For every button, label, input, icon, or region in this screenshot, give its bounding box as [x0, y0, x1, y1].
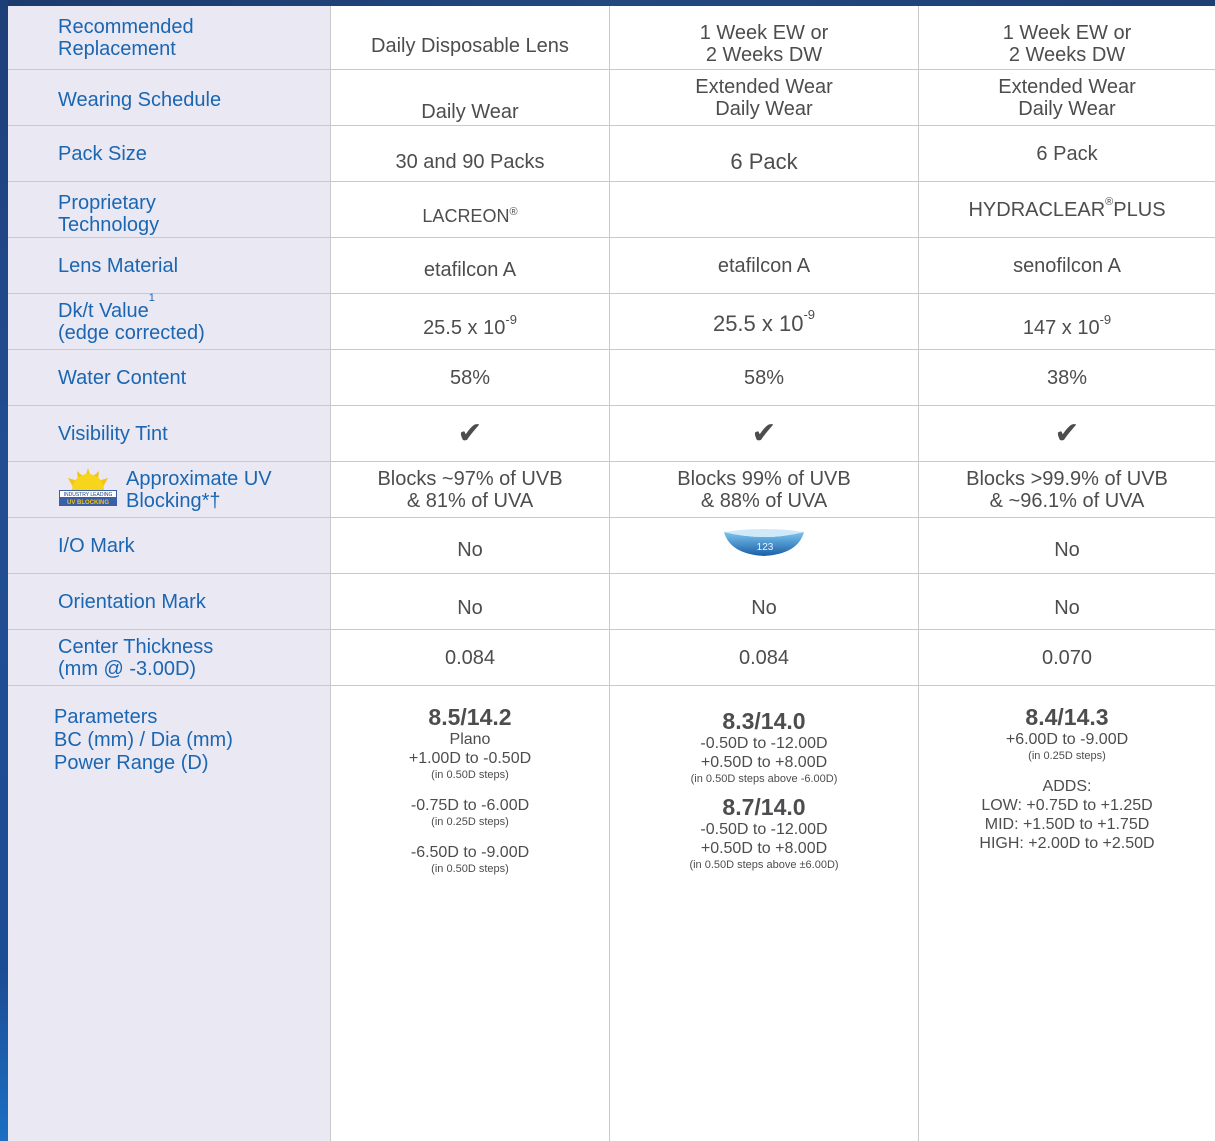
cell-value: No — [457, 538, 483, 561]
cell-value: etafilcon A — [423, 258, 517, 281]
sun-icon — [68, 468, 108, 490]
params-column-1 — [331, 704, 609, 876]
power-range-line: +1.00D to -0.50D — [408, 750, 532, 767]
step-note: (in 0.50D steps above ±6.00D) — [689, 859, 839, 871]
uv-blocking-logo — [58, 466, 118, 506]
cell-value: 6 Pack — [1036, 142, 1098, 165]
row-label: Proprietary Technology — [58, 191, 160, 236]
cell-value: 1 Week EW or 2 Weeks DW — [699, 21, 829, 66]
brand-suffix: PLUS — [1113, 198, 1166, 221]
power-range-line: -0.75D to -6.00D — [410, 797, 530, 814]
cell-value: Daily Disposable Lens — [371, 34, 569, 57]
row-lens-material — [0, 238, 1215, 293]
base-curve-diameter: 8.3/14.0 — [722, 708, 806, 734]
cell-value: 30 and 90 Packs — [395, 150, 545, 173]
cell-value: 25.5 x 10 $^{-9}$ — [423, 311, 517, 339]
step-note: (in 0.25D steps) — [431, 816, 509, 828]
row-center-thickness — [0, 630, 1215, 685]
step-note: (in 0.50D steps) — [431, 769, 509, 781]
row-label: Parameters BC (mm) / Dia (mm) Power Range (D) — [54, 706, 233, 774]
adds-line: LOW: +0.75D to +1.25D — [981, 797, 1153, 814]
cell-value: 6 Pack — [730, 148, 798, 174]
cell-value: 0.084 — [444, 646, 496, 669]
cell-value: senofilcon A — [1013, 254, 1121, 277]
row-label: Lens Material — [58, 254, 179, 277]
cell-value — [610, 182, 918, 237]
power-range-line: -0.50D to -12.00D — [700, 735, 828, 752]
base-curve-diameter: 8.4/14.3 — [1025, 704, 1109, 730]
lens-io-mark-icon — [722, 528, 806, 558]
base-curve-diameter: 8.5/14.2 — [428, 704, 512, 730]
cell-value: No — [1054, 538, 1080, 561]
power-range-line: Plano — [449, 731, 491, 748]
cell-value: 1 Week EW or 2 Weeks DW — [1002, 21, 1132, 66]
logo-text-top: INDUSTRY LEADING — [63, 492, 113, 498]
row-label — [58, 291, 205, 349]
cell-value: Blocks >99.9% of UVB & ~96.1% of UVA — [966, 467, 1168, 512]
power-range-line: -0.50D to -12.00D — [700, 821, 828, 838]
row-recommended-replacement — [0, 6, 1215, 69]
step-note: (in 0.50D steps above -6.00D) — [690, 773, 838, 785]
row-visibility-tint — [0, 406, 1215, 461]
cell-value: Extended Wear Daily Wear — [695, 75, 833, 120]
row-label: Visibility Tint — [58, 422, 168, 445]
row-proprietary-technology — [0, 182, 1215, 237]
row-label: Orientation Mark — [58, 590, 206, 613]
step-note: (in 0.50D steps) — [431, 863, 509, 875]
power-range-line: +0.50D to +8.00D — [700, 840, 828, 857]
row-dkt-value — [0, 291, 1215, 349]
logo-text-bottom: UV BLOCKING — [67, 500, 109, 506]
base-curve-diameter: 8.7/14.0 — [722, 794, 806, 820]
cell-value: No — [457, 596, 483, 619]
row-label: Center Thickness (mm @ -3.00D) — [58, 635, 214, 680]
cell-value: 38% — [1046, 366, 1088, 389]
cell-value: 0.070 — [1041, 646, 1093, 669]
checkmark-icon: ✔ — [1054, 416, 1080, 450]
row-io-mark — [0, 518, 1215, 573]
cell-value: No — [751, 596, 777, 619]
row-label: Wearing Schedule — [58, 88, 222, 111]
checkmark-icon: ✔ — [457, 416, 483, 450]
cell-value: Blocks ~97% of UVB & 81% of UVA — [377, 467, 563, 512]
row-parameters — [0, 686, 1215, 1141]
cell-value: 58% — [743, 366, 785, 389]
dkt-base: 147 x 10 — [1022, 316, 1100, 339]
row-uv-blocking — [0, 462, 1215, 517]
adds-line: MID: +1.50D to +1.75D — [984, 816, 1150, 833]
row-label: Water Content — [58, 366, 187, 389]
row-orientation-mark — [0, 574, 1215, 629]
cell-value: Blocks 99% of UVB & 88% of UVA — [677, 467, 851, 512]
checkmark-icon: ✔ — [751, 416, 777, 450]
io-mark-text: 123 — [756, 542, 774, 553]
cell-value: No — [1054, 596, 1080, 619]
adds-heading: ADDS: — [1042, 778, 1092, 795]
cell-value: Daily Wear — [421, 100, 519, 123]
power-range-line: +6.00D to -9.00D — [1005, 731, 1129, 748]
adds-line: HIGH: +2.00D to +2.50D — [979, 835, 1155, 852]
footnote-marker: 1 — [148, 291, 155, 304]
params-column-3 — [919, 704, 1215, 853]
row-label: I/O Mark — [58, 534, 135, 557]
row-pack-size — [0, 126, 1215, 181]
cell-value: Extended Wear Daily Wear — [998, 75, 1136, 120]
power-range-line: +0.50D to +8.00D — [700, 754, 828, 771]
cell-value: 0.084 — [738, 646, 790, 669]
step-note: (in 0.25D steps) — [1028, 750, 1106, 762]
power-range-line: -6.50D to -9.00D — [410, 844, 530, 861]
cell-value: 25.5 x 10 $^{-9}$ — [712, 306, 816, 336]
cell-value: etafilcon A — [717, 254, 811, 277]
dkt-base: 25.5 x 10 — [712, 310, 804, 336]
cell-value: 147 x 10 $^{-9}$ — [1022, 311, 1112, 339]
brand-name: HYDRACLEAR — [968, 198, 1106, 221]
row-label: Pack Size — [58, 142, 147, 165]
label-text: (edge corrected) — [58, 321, 205, 344]
row-label: Recommended Replacement — [58, 15, 194, 60]
cell-value: 58% — [449, 366, 491, 389]
label-text: Dk/t Value — [58, 299, 149, 322]
row-water-content — [0, 350, 1215, 405]
cell-value: LACREON ® — [422, 205, 518, 226]
row-label: Approximate UV Blocking*† — [126, 467, 272, 512]
cell-value: HYDRACLEAR ® PLUS — [968, 195, 1166, 221]
params-column-2 — [610, 708, 918, 872]
row-wearing-schedule — [0, 70, 1215, 125]
dkt-base: 25.5 x 10 — [423, 316, 506, 339]
brand-name: LACREON — [422, 205, 510, 226]
